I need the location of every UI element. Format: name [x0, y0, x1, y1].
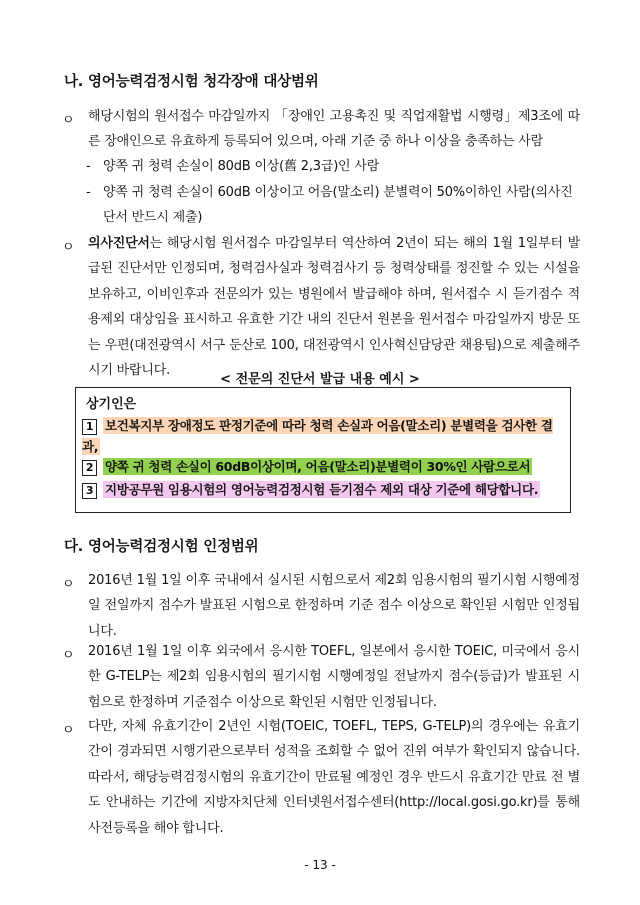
section-heading-na: 나. 영어능력검정시험 청각장애 대상범위 [64, 74, 319, 90]
paragraph-medical-certificate: 의사진단서는 해당시험 원서접수 마감일부터 역산하여 2년이 되는 해의 1월 1일부터 발급된 진단서만 인정되며, 청력검사실과 청력검사기 등 청력상태를 정진할 수 있는 시설을 보유하고, 이비인후과 전문의가 있는 병원에서 발급해야 하며, 원서접수 시 듣기점수 적용제외 대상임을 표시하고 유효한 기간 내의 진단서 원본을 원서접수 마감일까지 방문 또는 우편(대전광역시 서구 둔산로 100, 대전광역시 인사혁신담당관 채용팀)으로 제출해주시기 바랍니다. [88, 236, 580, 379]
bullet-marker: ㅇ [62, 577, 75, 592]
bullet-marker: ㅇ [62, 648, 75, 663]
bullet-marker: ㅇ [62, 723, 75, 738]
section-heading-da: 다. 영어능력검정시험 인정범위 [64, 539, 259, 555]
bullet-marker: ㅇ [62, 113, 75, 128]
paragraph-validity-period: 다만, 자체 유효기간이 2년인 시험(TOEIC, TOEFL, TEPS, G-TELP)의 경우에는 유효기간이 경과되면 시행기관으로부터 성적을 조회할 수 없어 진위 여부가 확인되지 않습니다. 따라서, 해당능력검정시험의 유효기간이 만료될 예정인 경우 반드시 유효기간 만료 전 별도 안내하는 기간에 지방자치단체 인터넷원서접수센터(http://local.gosi.go.kr)를 통해 사전등록을 해야 합니다. [88, 719, 580, 836]
criteria-item-1: - 양쪽 귀 청력 손실이 80dB 이상(舊 2,3급)인 사람 [86, 154, 580, 179]
paragraph-registration-criteria: 해당시험의 원서접수 마감일까지 「장애인 고용촉진 및 직업재활법 시행령」제3조에 따른 장애인으로 유효하게 등록되어 있으며, 아래 기준 중 하나 이상을 충족하는 사람 [88, 109, 580, 150]
medical-certificate-label: 의사진단서 [88, 236, 150, 251]
dash-marker: - [86, 185, 91, 200]
dash-marker: - [86, 159, 91, 174]
page-number: - 13 - [304, 858, 336, 872]
example-row-2: 2 양쪽 귀 청력 손실이 60dB이상이며, 어음(말소리)분별력이 30%인 사람으로서 [82, 457, 532, 476]
example-box-title: 상기인은 [86, 397, 137, 412]
row-number: 1 [82, 419, 97, 435]
row-number: 2 [82, 460, 97, 476]
row-number: 3 [82, 483, 97, 499]
example-row-1: 1 보건복지부 장애정도 판정기준에 따라 청력 손실과 어음(말소리) 분별력을 검사한 결과, [82, 418, 553, 454]
bullet-marker: ㅇ [62, 240, 75, 255]
example-title: < 전문의 진단서 발급 내용 예시 > [220, 372, 420, 387]
paragraph-domestic-tests: 2016년 1월 1일 이후 국내에서 실시된 시험으로서 제2회 임용시험의 필기시험 시행예정일 전일까지 점수가 발표된 시험으로 한정하며 기준 점수 이상으로 확인된 시험만 인정됩니다. [88, 573, 580, 639]
example-row-3: 3 지방공무원 임용시험의 영어능력검정시험 듣기점수 제외 대상 기준에 해당합니다. [82, 479, 562, 500]
criteria-item-2: - 양쪽 귀 청력 손실이 60dB 이상이고 어음(말소리) 분별력이 50%이하인 사람(의사진단서 반드시 제출) [86, 180, 580, 231]
paragraph-foreign-tests: 2016년 1월 1일 이후 외국에서 응시한 TOEFL, 일본에서 응시한 TOEIC, 미국에서 응시한 G-TELP는 제2회 임용시험의 필기시험 시행예정일 전날까지 점수(등급)가 발표된 시험으로 한정하며 기준점수 이상으로 확인된 시험만 인정됩니다. [88, 644, 580, 710]
example-certificate-box [75, 387, 571, 513]
